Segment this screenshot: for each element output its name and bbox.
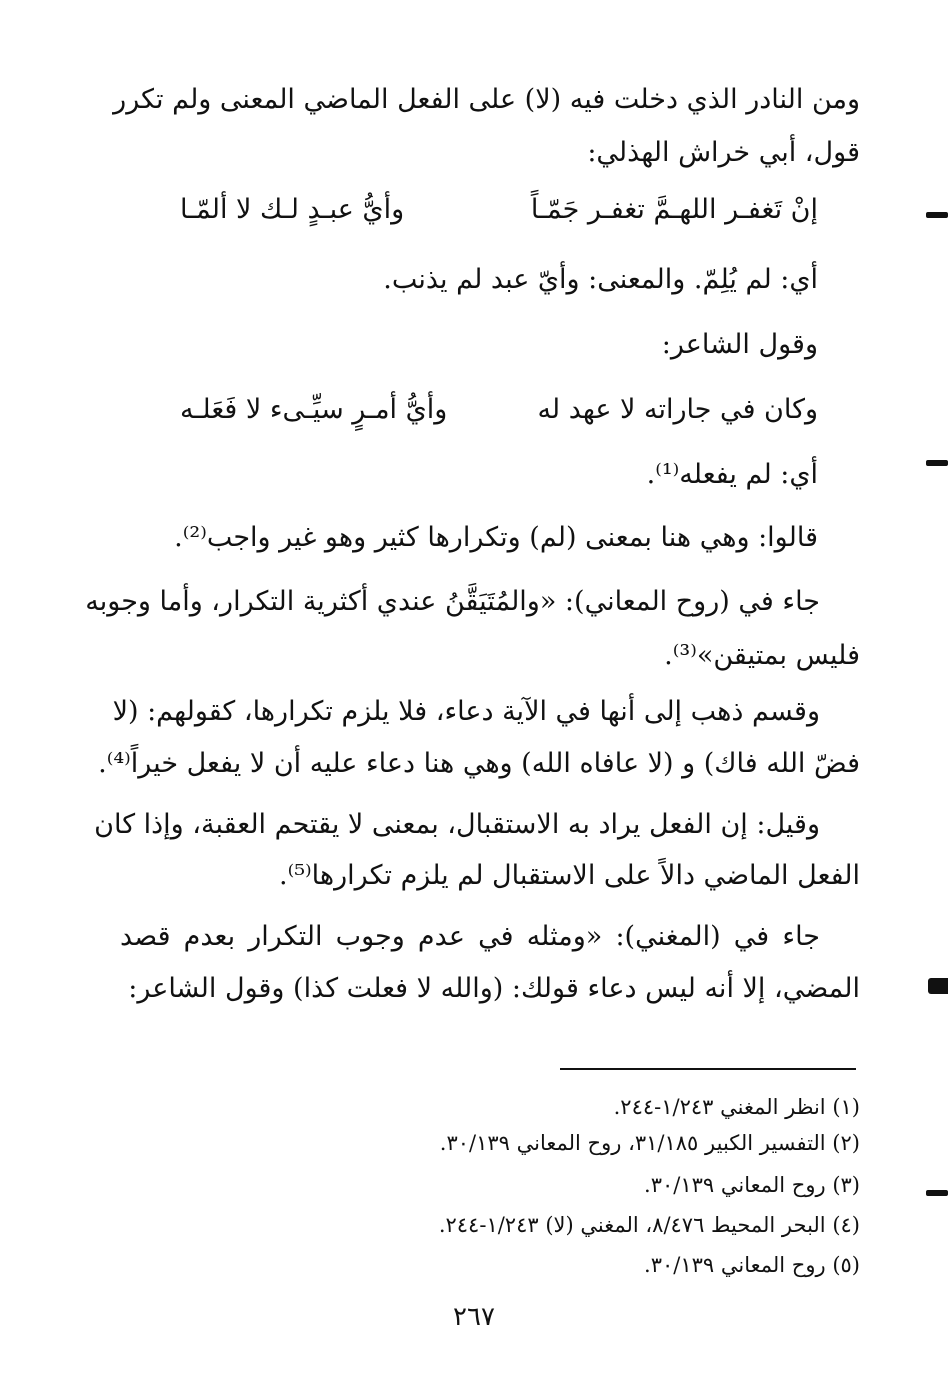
paragraph-1-line-2: قول، أبي خراش الهذلي: bbox=[587, 137, 860, 168]
paragraph-1-line-1: ومن النادر الذي دخلت فيه (لا) على الفعل الماضي المعنى ولم تكرر bbox=[113, 84, 860, 115]
paragraph-10-line-1: وقسم ذهب إلى أنها في الآية دعاء، فلا يلزم تكرارها، كقولهم: (لا bbox=[112, 696, 820, 727]
paragraph-10-line-2: فضّ الله فاك) و (لا عافاه الله) وهي هنا دعاء عليه أن لا يفعل خيراً⁽⁴⁾. bbox=[98, 748, 860, 779]
paragraph-12-line-2: المضي، إلا أنه ليس دعاء قولك: (والله لا فعلت كذا) وقول الشاعر: bbox=[128, 973, 860, 1004]
page-number: ٢٦٧ bbox=[453, 1302, 495, 1332]
scan-edge-mark bbox=[926, 212, 948, 218]
footnote-1: (١) انظر المغني ١/٢٤٣-٢٤٤. bbox=[613, 1095, 860, 1119]
poet-intro-line: وقول الشاعر: bbox=[661, 329, 818, 360]
footnote-2: (٢) التفسير الكبير ٣١/١٨٥، روح المعاني ٣٠/١٣٩. bbox=[439, 1131, 860, 1155]
footnote-separator bbox=[560, 1068, 856, 1070]
paragraph-11-line-1: وقيل: إن الفعل يراد به الاستقبال، بمعنى لا يقتحم العقبة، وإذا كان bbox=[94, 809, 820, 840]
verse-2-first-hemistich: وكان في جاراته لا عهد له bbox=[537, 394, 818, 425]
verse-1-second-hemistich: وأيُّ عبـدٍ لـك لا ألمّـا bbox=[180, 194, 405, 225]
scan-edge-mark bbox=[926, 1190, 948, 1196]
explanation-line-2: أي: لم يفعله⁽¹⁾. bbox=[646, 459, 818, 490]
footnote-5: (٥) روح المعاني ٣٠/١٣٩. bbox=[644, 1253, 860, 1277]
scholars-note-line: قالوا: وهي هنا بمعنى (لم) وتكرارها كثير وهو غير واجب⁽²⁾. bbox=[174, 522, 818, 553]
footnote-4: (٤) البحر المحيط ٨/٤٧٦، المغني (لا) ١/٢٤٣-٢٤٤. bbox=[438, 1213, 860, 1237]
scan-edge-mark bbox=[926, 460, 948, 466]
explanation-line-1: أي: لم يُلِمّ. والمعنى: وأيّ عبد لم يذنب. bbox=[383, 264, 818, 295]
paragraph-9-line-1: جاء في (روح المعاني): «والمُتَيَقَّنُ عندي أكثرية التكرار، وأما وجوبه bbox=[85, 586, 820, 617]
scan-edge-mark bbox=[928, 978, 948, 994]
paragraph-12-line-1: جاء في (المغني): «ومثله في عدم وجوب التكرار بعدم قصد bbox=[120, 921, 820, 952]
footnote-3: (٣) روح المعاني ٣٠/١٣٩. bbox=[644, 1173, 860, 1197]
verse-1-first-hemistich: إنْ تَغفـر اللهـمَّ تغفـر جَمّـاً bbox=[530, 194, 818, 225]
paragraph-11-line-2: الفعل الماضي دالاً على الاستقبال لم يلزم تكرارها⁽⁵⁾. bbox=[279, 860, 860, 891]
paragraph-9-line-2: فليس بمتيقن»⁽³⁾. bbox=[664, 640, 860, 671]
verse-2-second-hemistich: وأيُّ أمـرٍ سيِّـىء لا فَعَلـه bbox=[180, 394, 448, 425]
